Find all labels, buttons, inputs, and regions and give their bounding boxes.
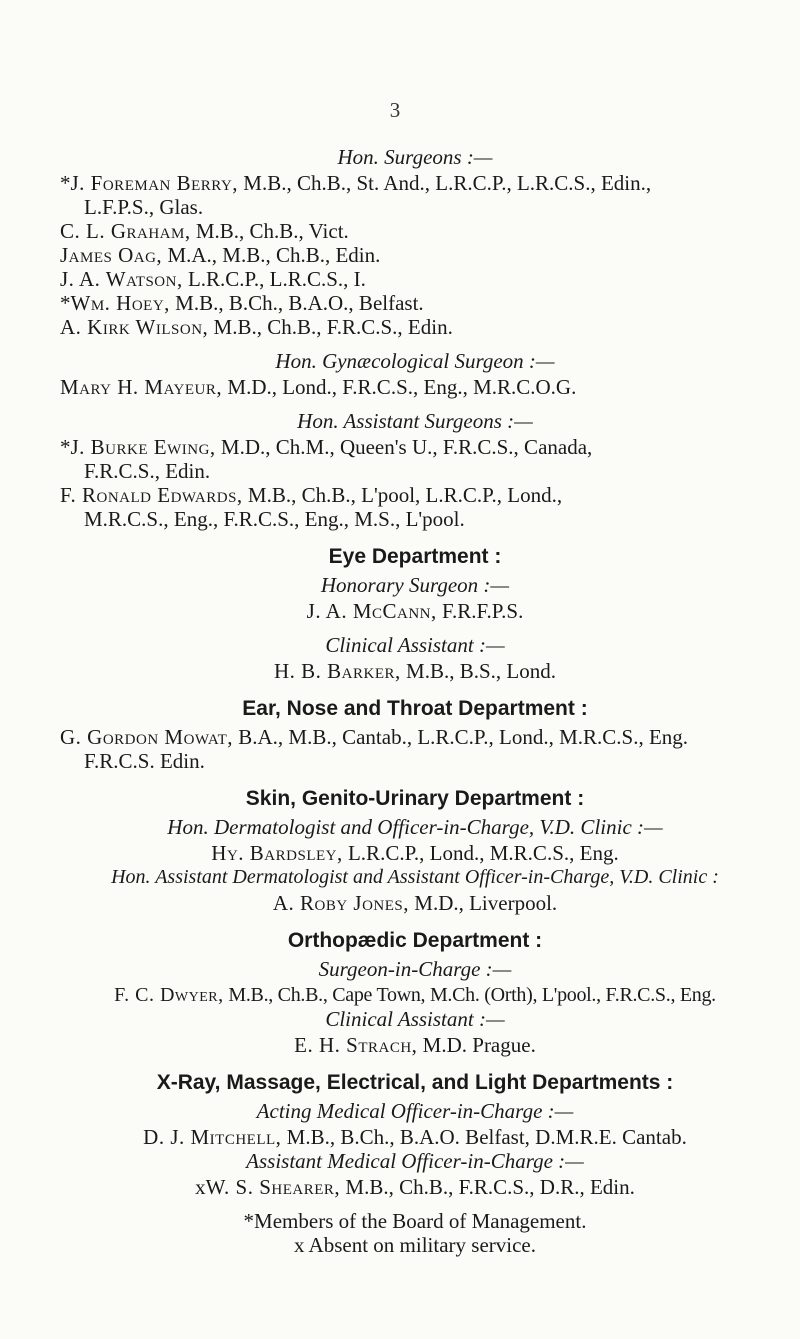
assistant-surgeon-entry: F. Ronald Edwards, M.B., Ch.B., L'pool, L.R.C.P., Lond., M.R.C.S., Eng., F.R.C.S., Eng., M.S., L'pool. [60, 483, 563, 531]
surgeon-entry: *Wm. Hoey, M.B., B.Ch., B.A.O., Belfast. [60, 291, 424, 315]
staff-listing [60, 145, 770, 1257]
eye-surgeon-entry: J. A. McCann, F.R.F.P.S. [306, 599, 524, 623]
surgeons-heading: Hon. Surgeons :— [337, 145, 493, 169]
gynae-entry: Mary H. Mayeur, M.D., Lond., F.R.C.S., Eng., M.R.C.O.G. [60, 375, 577, 399]
eye-assistant-heading: Clinical Assistant :— [325, 633, 505, 657]
dermatologist-heading: Hon. Dermatologist and Officer-in-Charge, V.D. Clinic :— [167, 815, 663, 839]
eye-assistant-entry: H. B. Barker, M.B., B.S., Lond. [274, 659, 556, 683]
xray-department-title: X-Ray, Massage, Electrical, and Light Departments : [156, 1071, 674, 1094]
xray-assistant-heading: Assistant Medical Officer-in-Charge :— [246, 1149, 584, 1173]
xray-officer-heading: Acting Medical Officer-in-Charge :— [256, 1099, 574, 1123]
ent-entry: G. Gordon Mowat, B.A., M.B., Cantab., L.R.C.P., Lond., M.R.C.S., Eng. F.R.C.S. Edin. [60, 725, 689, 773]
assistant-dermatologist-entry: A. Roby Jones, M.D., Liverpool. [272, 891, 558, 915]
board-members-note: *Members of the Board of Management. [243, 1209, 587, 1233]
ortho-surgeon-heading: Surgeon-in-Charge :— [318, 957, 512, 981]
assistant-dermatologist-heading: Hon. Assistant Dermatologist and Assistant Officer-in-Charge, V.D. Clinic : [111, 866, 719, 888]
ortho-department-title: Orthopædic Department : [287, 929, 543, 952]
surgeon-entry: A. Kirk Wilson, M.B., Ch.B., F.R.C.S., Edin. [60, 315, 453, 339]
eye-surgeon-heading: Honorary Surgeon :— [320, 573, 510, 597]
xray-assistant-entry: xW. S. Shearer, M.B., Ch.B., F.R.C.S., D.R., Edin. [195, 1175, 635, 1199]
gynae-heading: Hon. Gynæcological Surgeon :— [275, 349, 555, 373]
dermatologist-entry: Hy. Bardsley, L.R.C.P., Lond., M.R.C.S., Eng. [211, 841, 619, 865]
assistant-surgeons-heading: Hon. Assistant Surgeons :— [297, 409, 533, 433]
assistant-surgeon-entry: *J. Burke Ewing, M.D., Ch.M., Queen's U., F.R.C.S., Canada, F.R.C.S., Edin. [60, 435, 593, 483]
ent-department-title: Ear, Nose and Throat Department : [242, 697, 588, 720]
surgeon-entry: J. A. Watson, L.R.C.P., L.R.C.S., I. [60, 267, 366, 291]
ortho-assistant-entry: E. H. Strach, M.D. Prague. [294, 1033, 536, 1057]
ortho-surgeon-entry: F. C. Dwyer, M.B., Ch.B., Cape Town, M.Ch. (Orth), L'pool., F.R.C.S., Eng. [114, 984, 716, 1006]
skin-department-title: Skin, Genito-Urinary Department : [245, 787, 585, 810]
surgeon-entry: James Oag, M.A., M.B., Ch.B., Edin. [60, 243, 381, 267]
xray-officer-entry: D. J. Mitchell, M.B., B.Ch., B.A.O. Belfast, D.M.R.E. Cantab. [143, 1125, 687, 1149]
surgeon-entry: C. L. Graham, M.B., Ch.B., Vict. [60, 219, 349, 243]
ortho-assistant-heading: Clinical Assistant :— [325, 1007, 505, 1031]
surgeon-entry: *J. Foreman Berry, M.B., Ch.B., St. And., L.R.C.P., L.R.C.S., Edin., L.F.P.S., Glas. [60, 171, 652, 219]
military-service-note: x Absent on military service. [293, 1233, 537, 1257]
page-number: 3 [389, 98, 401, 122]
eye-department-title: Eye Department : [328, 545, 502, 568]
